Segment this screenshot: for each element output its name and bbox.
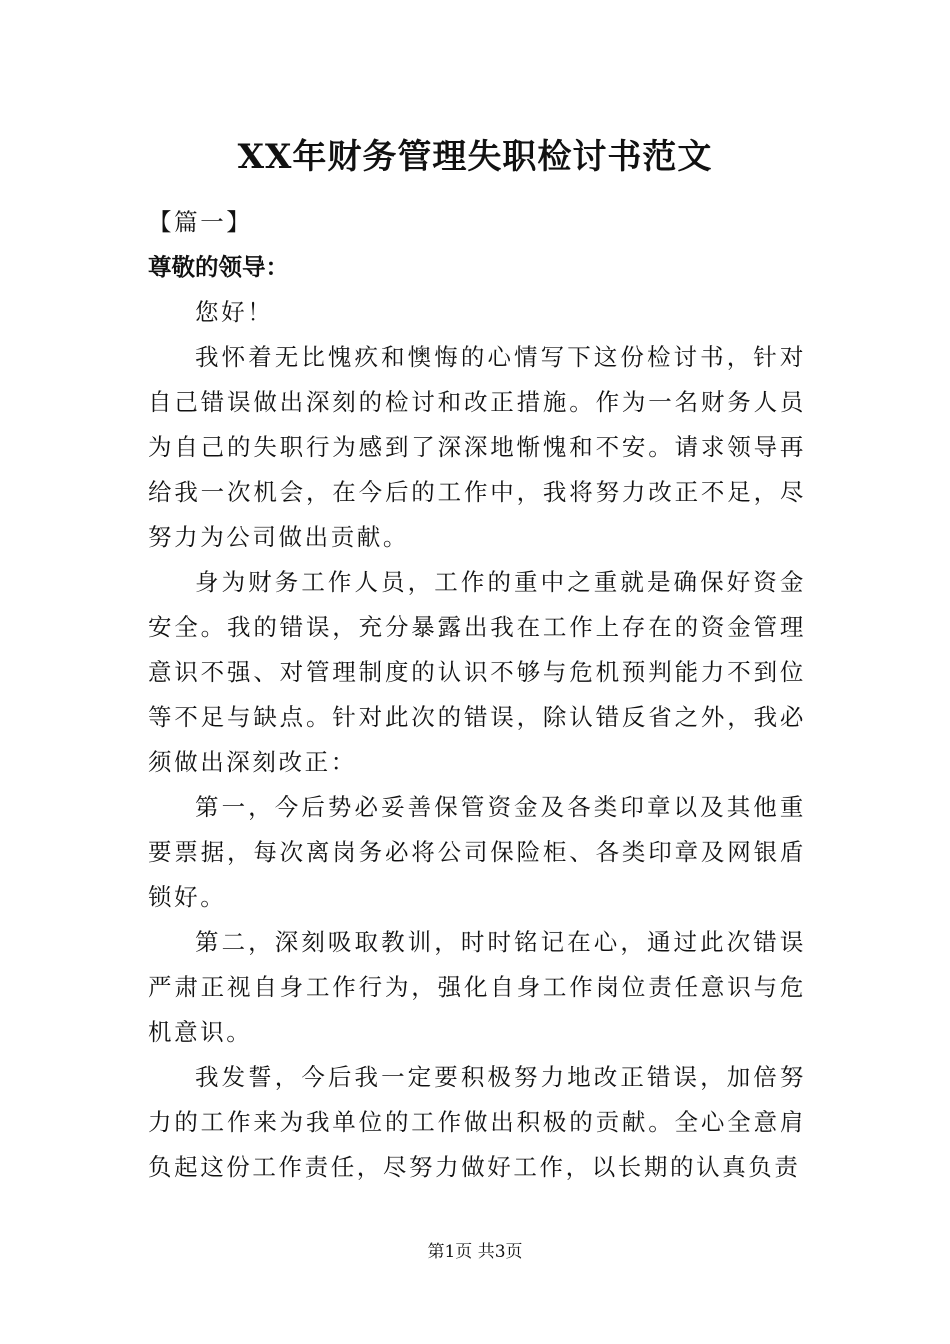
greeting: 您好！ <box>195 298 274 326</box>
document-title: XX年财务管理失职检讨书范文 <box>237 137 713 177</box>
section-label: 【篇一】 <box>148 208 253 236</box>
salutation: 尊敬的领导： <box>148 253 289 281</box>
document-body <box>148 200 806 1190</box>
paragraph-5: 我发誓，今后我一定要积极努力地改正错误，加倍努力的工作来为我单位的工作做出积极的贡献。全心全意肩负起这份工作责任，尽努力做好工作，以长期的认真负责 <box>148 1063 806 1181</box>
paragraph-4: 第二，深刻吸取教训，时时铭记在心，通过此次错误严肃正视自身工作行为，强化自身工作岗位责任意识与危机意识。 <box>148 928 806 1046</box>
paragraph-2: 身为财务工作人员，工作的重中之重就是确保好资金安全。我的错误，充分暴露出我在工作上存在的资金管理意识不强、对管理制度的认识不够与危机预判能力不到位等不足与缺点。针对此次的错误，除认错反省之外，我必须做出深刻改正： <box>148 568 806 776</box>
page-indicator: 第1页 共3页 <box>427 1242 523 1262</box>
paragraph-3: 第一，今后势必妥善保管资金及各类印章以及其他重要票据，每次离岗务必将公司保险柜、各类印章及网银盾锁好。 <box>148 793 806 911</box>
paragraph-1: 我怀着无比愧疚和懊悔的心情写下这份检讨书，针对自己错误做出深刻的检讨和改正措施。作为一名财务人员为自己的失职行为感到了深深地惭愧和不安。请求领导再给我一次机会，在今后的工作中，我将努力改正不足，尽努力为公司做出贡献。 <box>148 343 806 551</box>
